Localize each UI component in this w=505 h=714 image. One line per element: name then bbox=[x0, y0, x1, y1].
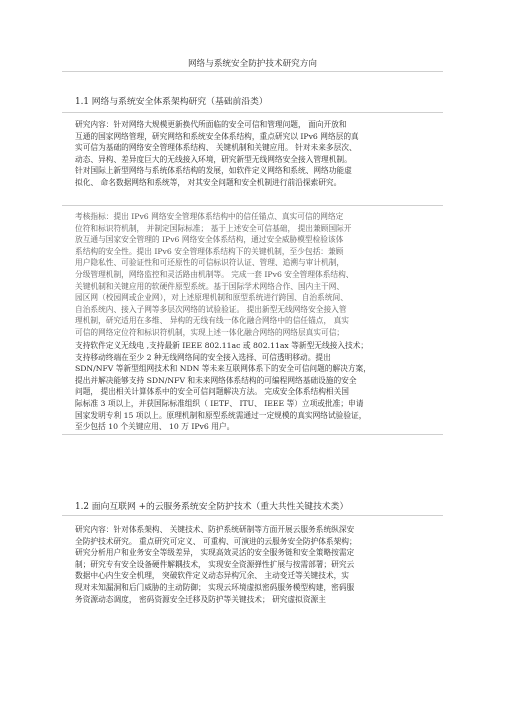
text-line: 至少包括 10 个关键应用、 10 万 IPv6 用户。 bbox=[75, 422, 235, 432]
divider bbox=[62, 71, 443, 72]
text-line: 理机制，研究适用在多维、 异构的无线有线一体化融合网络中的信任锚点， 真实 bbox=[75, 316, 349, 326]
text-line: 提出并解决能够支持 SDN/NFV 和未来网络体系结构的可编程网络基础设施的安全 bbox=[75, 375, 357, 385]
text-line: 关键机制和关键应用的软硬件原型系统。基于国际学术网络合作、国内主干网、 bbox=[75, 281, 345, 291]
text-line: 全防护技术研究。 重点研究可定义、 可重构、可演进的云服务安全防护体系架构； bbox=[75, 536, 357, 546]
text-line: 系结构的安全性。提出 IPv6 安全管理体系结构下的关键机制，至少包括：兼顾 bbox=[75, 246, 344, 256]
text-line: 支持软件定义无线电 ,支持最新 IEEE 802.11ac 或 802.11ax 等新型无线接入技术； bbox=[75, 341, 369, 350]
text-line: 际标准 3 项以上，并获国际标准组织（ IETF、 ITU、 IEEE 等）立项或批准；申请 bbox=[75, 398, 364, 408]
paragraph-assessment-1-1 bbox=[75, 211, 447, 339]
text-line: 分级管理机制，网络监控和灵活路由机制等。 完成一套 IPv6 安全管理体系结构、 bbox=[75, 269, 354, 279]
divider bbox=[62, 112, 443, 113]
text-line: 位符和标识符机制， 并制定国际标准； 基于上述安全可信基础， 提出兼顾国际开 bbox=[75, 223, 352, 233]
text-line: 放互通与国家安全管理的 IPv6 网络安全体系结构，通过安全威胁模型检验该体 bbox=[75, 235, 344, 245]
text-line: SDN/NFV 等新型组网技术和 NDN 等未来互联网体系下的安全可信问题的解决方案， bbox=[75, 364, 371, 374]
divider bbox=[62, 434, 443, 435]
text-line: 问题， 提出相关计算体系中的安全可信问题解决方法。 完成安全体系结构相关国 bbox=[75, 387, 349, 397]
text-line: 针对国际上新型网络与系统体系结构的发展，如软件定义网络和系统、网络功能虚 bbox=[75, 166, 352, 176]
text-line: 实可信为基础的网络安全管理体系结构、 关键机制和关键应用。 针对未来多层次、 bbox=[75, 143, 357, 153]
text-line: 务资源动态调度， 密码资源安全迁移及防护等关键技术； 研究虚拟资源主 bbox=[75, 594, 326, 604]
text-line: 制；研究专有安全设备硬件解耦技术， 实现安全资源弹性扩展与按需部署；研究云 bbox=[75, 559, 355, 569]
paragraph-assessment-continued-1-1 bbox=[75, 340, 447, 433]
text-line: 动态、异构、差异度巨大的无线接入环境，研究新型无线网络安全接入管理机制。 bbox=[75, 154, 352, 164]
paragraph-research-content-1-1 bbox=[75, 119, 447, 189]
text-line: 拟化、 命名数据网络和系统等， 对其安全问题和安全机制进行前沿探索研究。 bbox=[75, 177, 342, 187]
section-heading-1-1: 1.1 网络与系统安全体系架构研究（基础前沿类） bbox=[75, 97, 268, 107]
divider bbox=[62, 205, 443, 206]
text-line: 自治系统内、接入子网等多层次网络的试验验证。 提出新型无线网络安全接入管 bbox=[75, 304, 347, 314]
text-line: 现对未知漏洞和后门威胁的主动防御； 实现云环境虚拟密码服务模型构建，密码服 bbox=[75, 582, 355, 592]
text-line: 数据中心内生安全机理， 突破软件定义动态异构冗余、 主动变迁等关键技术，实 bbox=[75, 571, 349, 581]
text-line: 用户隐私性、可验证性和可还原性的可信标识符认证、管理、追溯与审计机制， bbox=[75, 258, 345, 268]
text-line: 研究内容：针对网络大规模更新换代所面临的安全可信和管理问题， 面向开放和 bbox=[75, 120, 347, 129]
paragraph-research-content-1-2 bbox=[75, 524, 447, 605]
text-line: 支持移动终端在至少 2 种无线网络间的安全接入选择、可信透明移动。提出 bbox=[75, 352, 331, 362]
text-line: 国家发明专利 15 项以上。原理机制和原型系统需通过一定规模的真实网络试验验证， bbox=[75, 410, 367, 420]
document-title: 网络与系统安全防护技术研究方向 bbox=[188, 59, 317, 69]
text-line: 研究分析用户和业务安全等级差异， 实现高效灵活的安全服务链和安全策略按需定 bbox=[75, 548, 355, 558]
text-line: 可信的网络定位符和标识符机制，实现上述一体化融合网络的网络层真实可信； bbox=[75, 327, 345, 337]
text-line: 研究内容：针对体系架构、 关键技术、防护系统研制等方面开展云服务系统纵深安 bbox=[75, 525, 355, 534]
section-heading-1-2: 1.2 面向互联网 +的云服务系统安全防护技术（重大共性关键技术类） bbox=[75, 502, 349, 512]
text-line: 互通的国家网络管理，研究网络和系统安全体系结构，重点研究以 IPv6 网络层的真 bbox=[75, 131, 359, 141]
divider bbox=[62, 515, 443, 516]
text-line: 园区网（校园网或企业网），对上述原理机制和原型系统进行跨国、自治系统间、 bbox=[75, 293, 348, 303]
text-line: 考核指标：提出 IPv6 网络安全管理体系结构中的信任锚点、真实可信的网络定 bbox=[75, 212, 344, 221]
